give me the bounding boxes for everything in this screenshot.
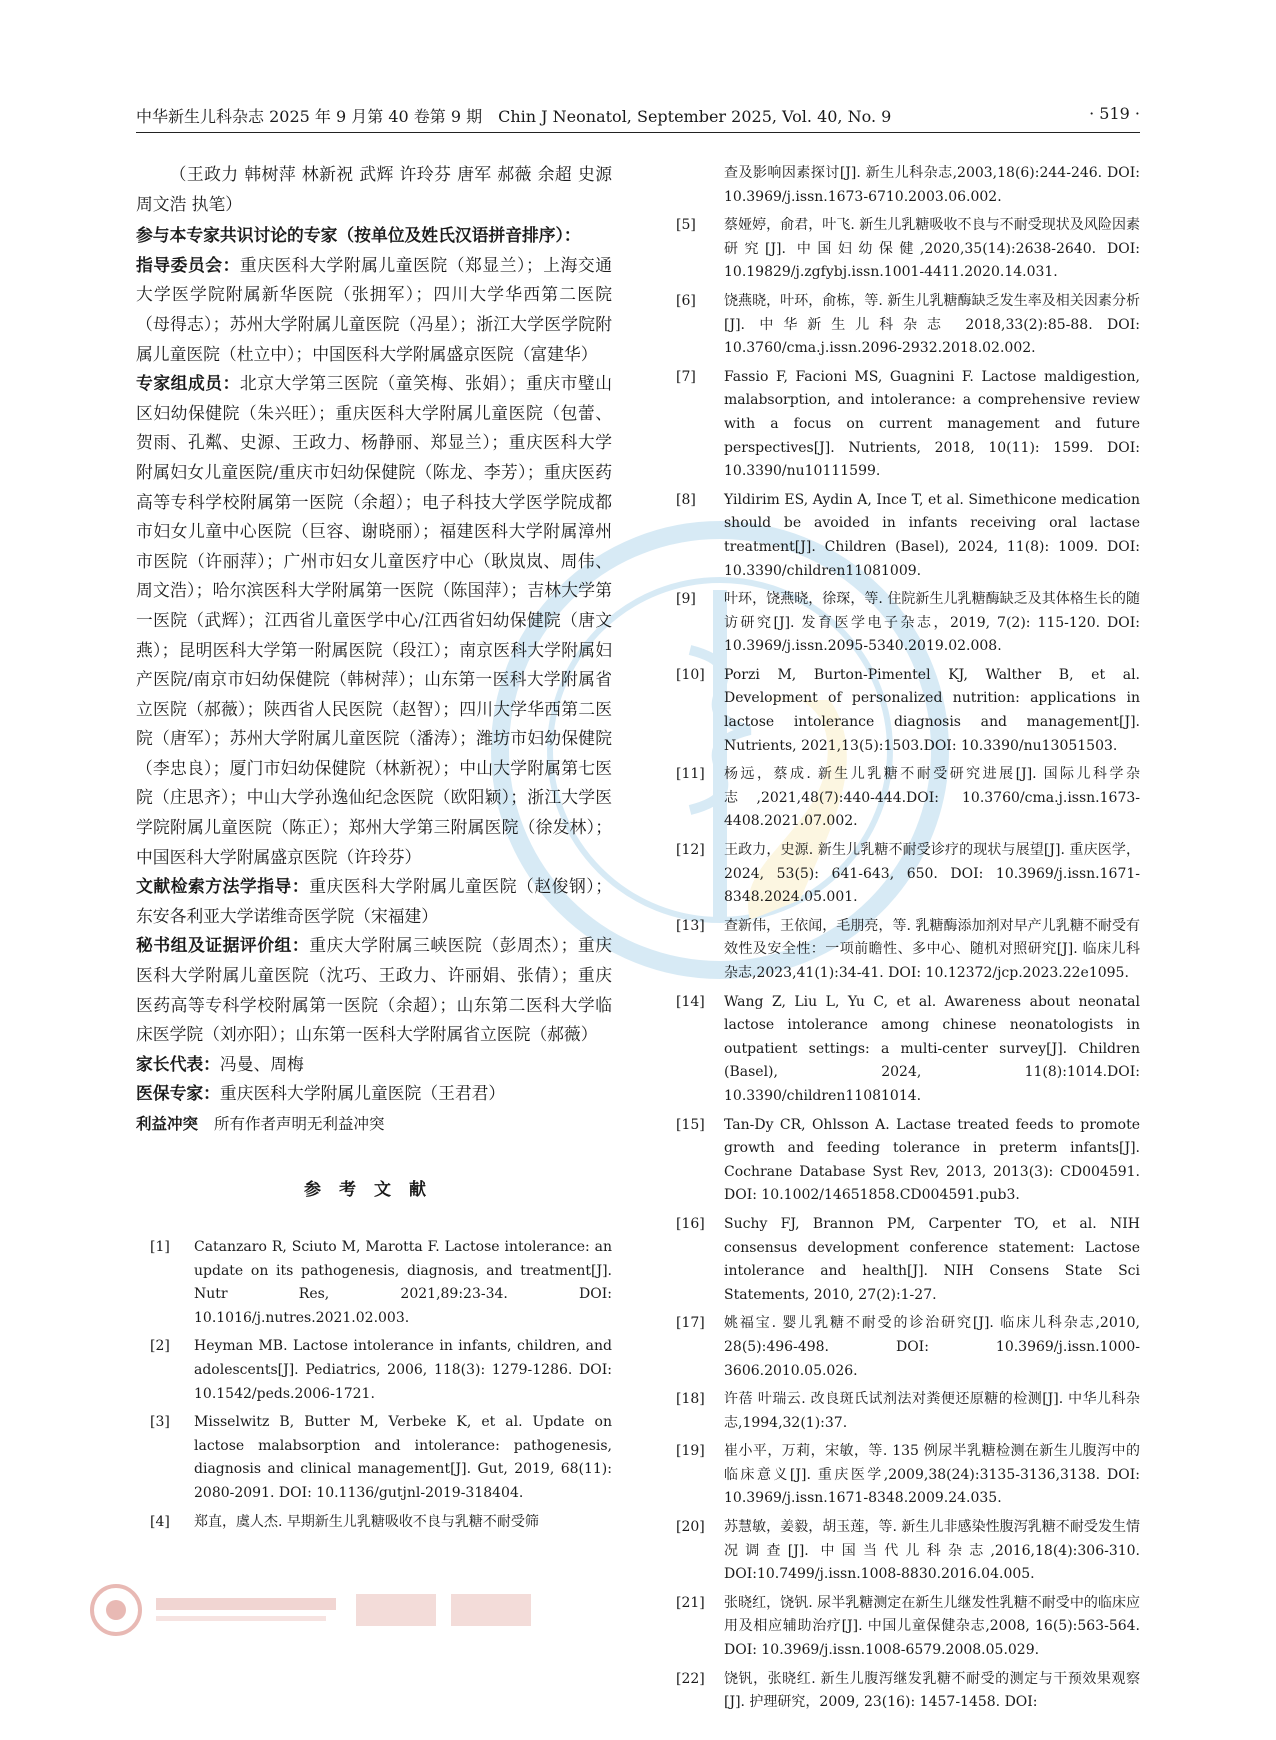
reference-item: [2] Heyman MB. Lactose intolerance in infants, children, and adolescents[J]. Pediatrics, 2006, 118(3): 1279-1286. DOI: 10.1542/peds.2006-1721. — [150, 1338, 612, 1402]
reference-item: [16] Suchy FJ, Brannon PM, Carpenter TO, et al. NIH consensus development conference statement: Lactose intolerance and health[J]. NIH Consens State Sci Statements, 2010, 27(2):1-27. — [676, 1215, 1140, 1303]
reference-item: [21] 张晓红，饶钒. 尿半乳糖测定在新生儿继发性乳糖不耐受中的临床应用及相应辅助治疗[J]. 中国儿童保健杂志,2008, 16(5):563-564. DOI: 10.3969/j.issn.1008-6579.2008.05.029. — [676, 1594, 1140, 1659]
reference-item: [17] 姚福宝. 婴儿乳糖不耐受的诊治研究[J]. 临床儿科杂志,2010, 28(5):496-498. DOI: 10.3969/j.issn.1000-3606.2010.05.026. — [676, 1315, 1140, 1379]
running-header — [136, 102, 1140, 133]
reference-item: [7] Fassio F, Facioni MS, Guagnini F. Lactose maldigestion, malabsorption, and intolerance: a comprehensive review with a focus on current management and future perspectives[J]. Nutrients, 2018, 10(11): 1599. DOI: 10.3390/nu10111599. — [676, 368, 1140, 480]
reference-item: [11] 杨远，蔡成. 新生儿乳糖不耐受研究进展[J]. 国际儿科学杂志,2021,48(7):440-444.DOI: 10.3760/cma.j.issn.1673-4408.2021.07.002. — [676, 766, 1140, 830]
reference-item: [18] 许蓓 叶瑞云. 改良斑氏试剂法对粪便还原糖的检测[J]. 中华儿科杂志,1994,32(1):37. — [676, 1391, 1140, 1431]
reference-item: 查及影响因素探讨[J]. 新生儿科杂志,2003,18(6):244-246. DOI: 10.3969/j.issn.1673-6710.2003.06.002. — [724, 165, 1140, 205]
references-heading: 参考文献 — [304, 1180, 444, 1200]
reference-item: [15] Tan-Dy CR, Ohlsson A. Lactase treated feeds to promote growth and feeding tolerance in preterm infants[J]. Cochrane Database Syst Rev, 2013, 2013(3): CD004591. DOI: 10.1002/14651858.CD004591.pub3. — [676, 1116, 1140, 1204]
section-insurance-expert: 医保专家：重庆医科大学附属儿童医院（王君君） — [136, 1083, 506, 1104]
reference-item: [12] 王政力，史源. 新生儿乳糖不耐受诊疗的现状与展望[J]. 重庆医学，2024, 53(5): 641-643, 650. DOI: 10.3969/j.issn.1671-8348.2024.05.001. — [676, 842, 1140, 906]
experts-heading: 参与本专家共识讨论的专家（按单位及姓氏汉语拼音排序）： — [136, 225, 581, 246]
right-column — [676, 162, 1140, 1740]
reference-item: [14] Wang Z, Liu L, Yu C, et al. Awareness about neonatal lactose intolerance among chinese neonatologists in outpatient settings: a multi-center survey[J]. Children (Basel), 2024, 11(8):1014.DOI: 10.3390/children11081014. — [676, 993, 1140, 1104]
page-number: · 519 · — [1089, 104, 1140, 123]
section-expert-members: 专家组成员：北京大学第三医院（童笑梅、张娟）；重庆市璧山区妇幼保健院（朱兴旺）；重庆医科大学附属儿童医院（包蕾、贺雨、孔粼、史源、王政力、杨静丽、郑显兰）；重庆医科大学附属妇女儿童医院/重庆市妇幼保健院（陈龙、李芳）；重庆医药高等专科学校附属第一医院（余超）；电子科技大学医学院成都市妇女儿童中心医院（巨容、谢晓丽）；福建医科大学附属漳州市医院（许丽萍）；广州市妇女儿童医疗中心（耿岚岚、周伟、周文浩）；哈尔滨医科大学附属第一医院（陈国萍）；吉林大学第一医院（武辉）；江西省儿童医学中心/江西省妇幼保健院（唐文燕）；昆明医科大学第一附属医院（段江）；南京医科大学附属妇产医院/南京市妇幼保健院（韩树萍）；山东第一医科大学附属省立医院（郝薇）；陕西省人民医院（赵智）；四川大学华西第二医院（唐军）；苏州大学附属儿童医院（潘涛）；潍坊市妇幼保健院（李忠良）；厦门市妇幼保健院（林新祝）；中山大学附属第七医院（庄思齐）；中山大学孙逸仙纪念医院（欧阳颖）；浙江大学医学院附属儿童医院（陈正）；郑州大学第三附属医院（徐发林）；中国医科大学附属盛京医院（许玲芬） — [136, 373, 612, 867]
section-secretariat: 秘书组及证据评价组：重庆大学附属三峡医院（彭周杰）；重庆医科大学附属儿童医院（沈巧、王政力、许丽娟、张倩）；重庆医药高等专科学校附属第一医院（余超）；山东第二医科大学临床医学院（刘亦阳）；山东第一医科大学附属省立医院（郝薇） — [136, 935, 612, 1045]
reference-item: [19] 崔小平，万莉，宋敏，等. 135 例尿半乳糖检测在新生儿腹泻中的临床意义[J]. 重庆医学,2009,38(24):3135-3136,3138. DOI: 10.3969/j.issn.1671-8348.2009.24.035. — [676, 1443, 1140, 1507]
section-methodology: 文献检索方法学指导：重庆医科大学附属儿童医院（赵俊钢）；东安各利亚大学诺维奇医学院（宋福建） — [136, 876, 612, 926]
section-parent-representatives: 家长代表：冯曼、周梅 — [136, 1053, 304, 1074]
reference-item: [6] 饶燕晓，叶环，俞栋，等. 新生儿乳糖酶缺乏发生率及相关因素分析[J]. 中华新生儿科杂志 2018,33(2):85-88. DOI: 10.3760/cma.j.issn.2096-2932.2018.02.002. — [676, 292, 1140, 357]
authors-line: （王政力 韩树萍 林新祝 武辉 许玲芬 唐军 郝薇 余超 史源 周文浩 执笔） — [136, 164, 612, 214]
reference-item: [10] Porzi M, Burton-Pimentel KJ, Walther B, et al. Development of personalized nutrition: applications in lactose intolerance diagnosis and management[J]. Nutrients, 2021,13(5):1503.DOI: 10.3390/nu13051503. — [676, 666, 1140, 754]
reference-item: [5] 蔡娅婷，俞君，叶飞. 新生儿乳糖吸收不良与不耐受现状及风险因素研究[J]. 中国妇幼保健,2020,35(14):2638-2640. DOI: 10.19829/j.zgfybj.issn.1001-4411.2020.14.031. — [676, 217, 1140, 281]
reference-item: [1] Catanzaro R, Sciuto M, Marotta F. Lactose intolerance: an update on its pathogenesis, diagnosis, and treatment[J]. Nutr Res, 2021,89:23-34. DOI: 10.1016/j.nutres.2021.02.003. — [150, 1239, 612, 1326]
reference-item: [3] Misselwitz B, Butter M, Verbeke K, et al. Update on lactose malabsorption and intolerance: pathogenesis, diagnosis and clinical management[J]. Gut, 2019, 68(11): 2080-2091. DOI: 10.1136/gutjnl-2019-318404. — [150, 1414, 612, 1501]
reference-item: [8] Yildirim ES, Aydin A, Ince T, et al. Simethicone medication should be avoided in infants receiving oral lactase treatment[J]. Children (Basel), 2024, 11(8): 1009. DOI: 10.3390/children11081009. — [676, 491, 1140, 579]
reference-item: [13] 查新伟，王依闻，毛朋亮，等. 乳糖酶添加剂对早产儿乳糖不耐受有效性及安全性：一项前瞻性、多中心、随机对照研究[J]. 临床儿科杂志,2023,41(1):34-41. DOI: 10.12372/jcp.2023.22e1095. — [676, 917, 1140, 981]
reference-item: [22] 饶钒，张晓红. 新生儿腹泻继发乳糖不耐受的测定与干预效果观察[J]. 护理研究，2009, 23(16): 1457-1458. DOI: — [676, 1670, 1140, 1711]
publisher-logo-watermark — [86, 1580, 586, 1640]
section-steering-committee: 指导委员会：重庆医科大学附属儿童医院（郑显兰）；上海交通大学医学院附属新华医院（张拥军）；四川大学华西第二医院（母得志）；苏州大学附属儿童医院（冯星）；浙江大学医学院附属儿童医院（杜立中）；中国医科大学附属盛京医院（富建华） — [136, 254, 612, 364]
journal-citation: 中华新生儿科杂志 2025 年 9 月第 40 卷第 9 期 Chin J Neonatol, September 2025, Vol. 40, No. 9 — [136, 107, 892, 126]
reference-item: [9] 叶环，饶燕晓，徐琛，等. 住院新生儿乳糖酶缺乏及其体格生长的随访研究[J]. 发育医学电子杂志，2019, 7(2): 115-120. DOI: 10.3969/j.issn.2095-5340.2019.02.008. — [676, 591, 1140, 655]
left-column — [136, 160, 612, 1539]
conflict-of-interest: 利益冲突 所有作者声明无利益冲突 — [136, 1115, 385, 1133]
reference-item: [20] 苏慧敏，姜毅，胡玉莲，等. 新生儿非感染性腹泻乳糖不耐受发生情况调查[J]. 中国当代儿科杂志,2016,18(4):306-310. DOI:10.7499/j.issn.1008-8830.2016.04.005. — [676, 1519, 1140, 1583]
reference-item: [4] 郑直，虞人杰. 早期新生儿乳糖吸收不良与乳糖不耐受筛 — [150, 1513, 539, 1530]
